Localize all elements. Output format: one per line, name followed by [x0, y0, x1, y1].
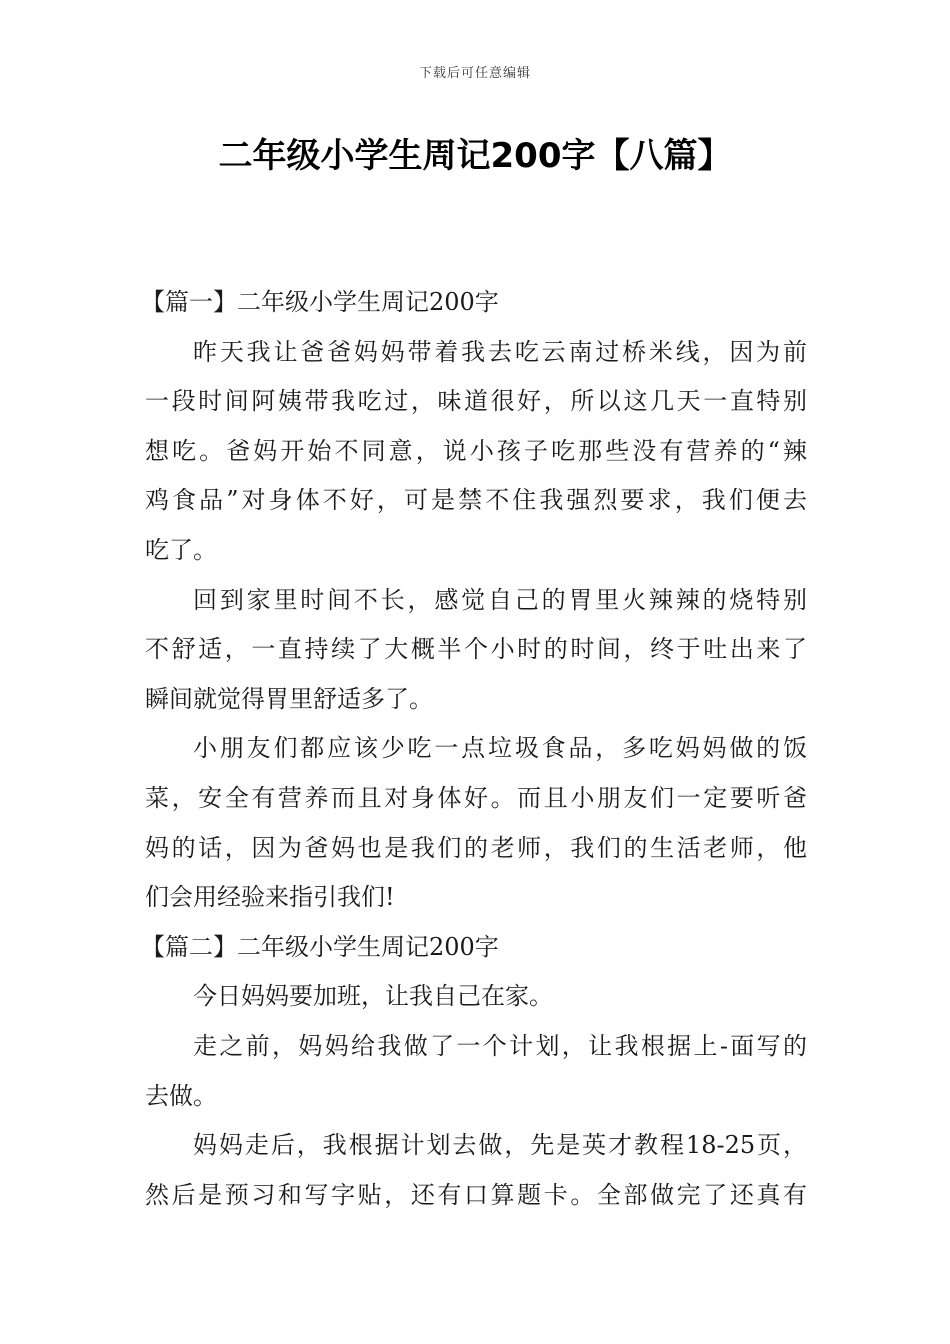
paragraph-line: 妈的话，因为爸妈也是我们的老师，我们的生活老师，他	[145, 833, 807, 862]
paragraph-line: 菜，安全有营养而且对身体好。而且小朋友们一定要听爸	[145, 783, 807, 812]
paragraph-line: 瞬间就觉得胃里舒适多了。	[145, 684, 433, 713]
paragraph-line: 妈妈走后，我根据计划去做，先是英才教程18-25页，	[193, 1131, 807, 1160]
paragraph-line: 然后是预习和写字贴，还有口算题卡。全部做完了还真有	[145, 1180, 807, 1209]
header-note: 下载后可任意编辑	[418, 66, 531, 81]
section-heading-2: 【篇二】二年级小学生周记200字	[141, 932, 499, 961]
paragraph-line: 去做。	[145, 1081, 217, 1110]
paragraph-line: 回到家里时间不长，感觉自己的胃里火辣辣的烧特别	[193, 585, 807, 614]
paragraph-line: 小朋友们都应该少吃一点垃圾食品，多吃妈妈做的饭	[193, 734, 807, 763]
paragraph-line: 吃了。	[145, 535, 217, 564]
paragraph-line: 今日妈妈要加班，让我自己在家。	[193, 982, 553, 1011]
paragraph-line: 们会用经验来指引我们!	[145, 883, 395, 912]
paragraph-line: 想吃。爸妈开始不同意，说小孩子吃那些没有营养的“辣	[145, 436, 807, 465]
paragraph-line: 走之前，妈妈给我做了一个计划，让我根据上-面写的	[193, 1031, 807, 1060]
document-body	[141, 278, 807, 1220]
paragraph-line: 鸡食品”对身体不好，可是禁不住我强烈要求，我们便去	[145, 486, 807, 515]
section-heading-1: 【篇一】二年级小学生周记200字	[141, 288, 499, 316]
paragraph-line: 一段时间阿姨带我吃过，味道很好，所以这几天一直特别	[145, 387, 807, 416]
paragraph-line: 不舒适，一直持续了大概半个小时的时间，终于吐出来了	[145, 635, 807, 664]
paragraph-line: 昨天我让爸爸妈妈带着我去吃云南过桥米线，因为前	[193, 337, 807, 366]
document-title: 二年级小学生周记200字【八篇】	[218, 136, 732, 176]
